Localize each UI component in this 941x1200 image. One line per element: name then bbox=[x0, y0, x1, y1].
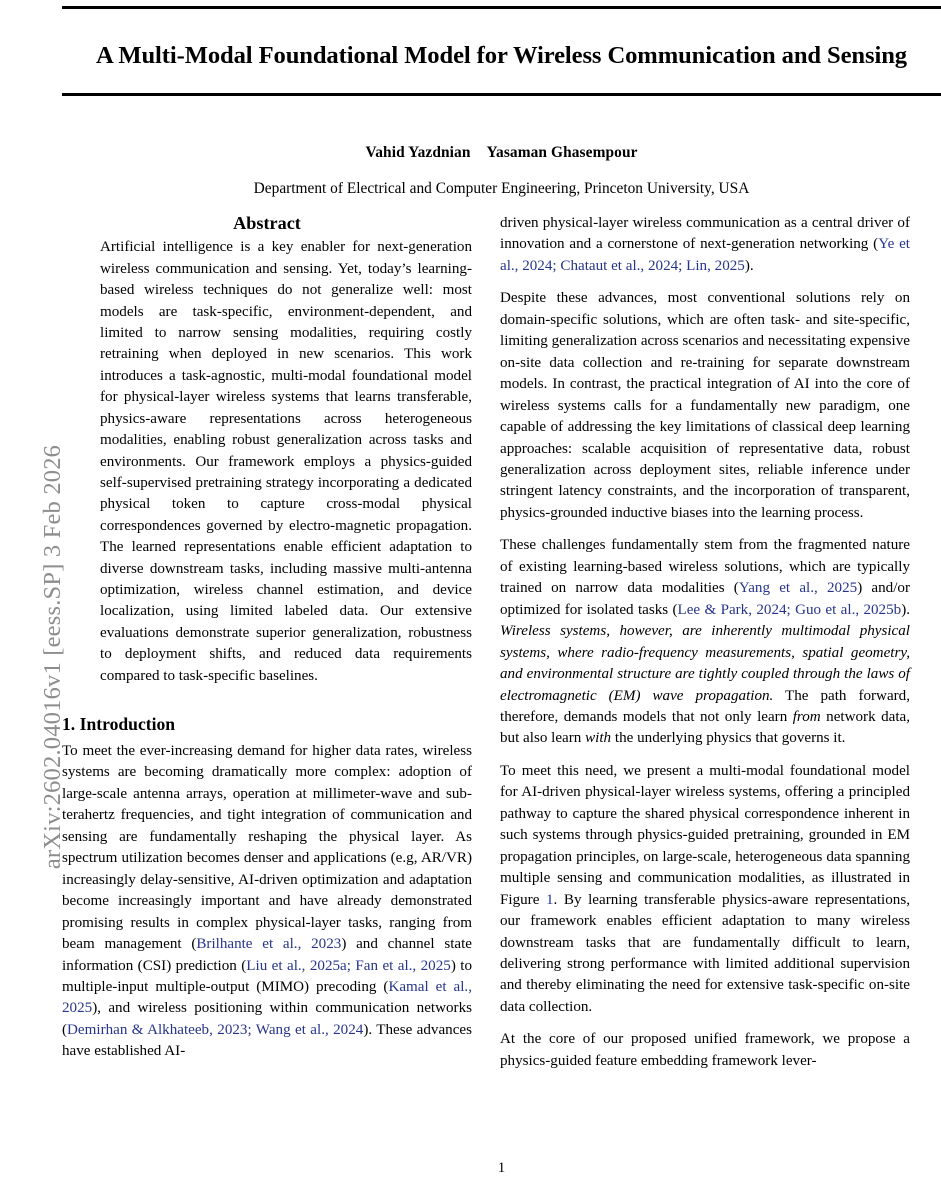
paper-page bbox=[62, 0, 941, 1200]
citation-link-chataut[interactable]: Chataut et al., 2024 bbox=[560, 257, 679, 274]
page-number: 1 bbox=[497, 1160, 506, 1176]
text-run: driven physical-layer wireless communication as a central driver of innovation and a cornerstone of next-generation networking ( bbox=[500, 215, 910, 253]
text-run: ). bbox=[901, 601, 911, 618]
text-run: ) to multiple-input multiple-output (MIMO) precoding ( bbox=[62, 957, 473, 995]
emphasized-claim: Wireless systems, however, are inherently multimodal physical systems, where radio-frequency measurements, spatial geometry, and environmental structure are tightly coupled through the laws of electromagnetic (EM) wave propagation. bbox=[500, 623, 910, 704]
citation-link-guo[interactable]: Guo et al., 2025b bbox=[795, 601, 902, 618]
paragraph-intro-1 bbox=[62, 741, 472, 1063]
citation-link-demirhan[interactable]: Demirhan & Alkhateeb, 2023 bbox=[67, 1021, 248, 1038]
citation-link-wang[interactable]: Wang et al., 2024 bbox=[255, 1021, 364, 1038]
citation-link-lee-park[interactable]: Lee & Park, 2024 bbox=[677, 601, 787, 618]
text-run: To meet this need, we present a multi-modal foundational model for AI-driven physical-layer wireless systems, offering a principled pathway to capture the shared physical correspondence inherent in such systems through physics-guided pretraining, grounded in EM propagation principles, on large-scale, heterogeneous data spanning multiple sensing and communication modalities, as illustrated in Figure bbox=[500, 762, 910, 908]
affiliation-line: Department of Electrical and Computer Engineering, Princeton University, USA bbox=[253, 180, 750, 198]
body-columns bbox=[62, 213, 941, 1072]
text-run: To meet the ever-increasing demand for higher data rates, wireless systems are becoming dramatically more complex: adoption of large-scale antenna arrays, operation at millimeter-wave and sub-terahertz frequencies, and tight integration of communication and sensing are fundamentally reshaping the physical layer. As spectrum utilization becomes denser and applications (e.g, AR/VR) increasingly delay-sensitive, AI-driven optimization and adaptation become increasingly important and have already demonstrated promising results in complex physical-layer tasks, ranging from beam management ( bbox=[62, 742, 472, 953]
citation-link-lin[interactable]: Lin, 2025 bbox=[686, 257, 745, 274]
citation-separator: ; bbox=[786, 601, 796, 618]
citation-separator: ; bbox=[678, 257, 687, 274]
citation-link-ye[interactable]: Ye et al., 2024 bbox=[500, 236, 910, 274]
text-run: The path forward, therefore, demands models that not only learn bbox=[500, 687, 910, 725]
paragraph-right-3 bbox=[500, 535, 910, 750]
text-run: ) and/or optimized for isolated tasks ( bbox=[500, 580, 910, 618]
citation-link-fan[interactable]: Fan et al., 2025 bbox=[355, 957, 451, 974]
left-column bbox=[62, 213, 472, 1072]
arxiv-identifier-stamp: arXiv:2602.04016v1 [eess.SP] 3 Feb 2026 bbox=[39, 444, 66, 870]
right-column bbox=[500, 213, 910, 1072]
paragraph-right-5: At the core of our proposed unified framework, we propose a physics-guided feature embedding framework lever- bbox=[500, 1031, 910, 1069]
paragraph-right-2: Despite these advances, most conventional solutions rely on domain-specific solutions, which are often task- and site-specific, limiting generalization across scenarios and necessitating expensive on-site data collection and re-training for separate downstream models. In contrast, the practical integration of AI into the core of wireless systems calls for a fundamentally new paradigm, one capable of addressing the key limitations of classical deep learning approaches: scalable acquisition of representative data, robust generalization across deployment sites, reliable inference under stringent latency constraints, and the incorporation of transparent, physics-grounded inductive biases into the learning process. bbox=[500, 290, 910, 521]
citation-separator: ; bbox=[552, 257, 561, 274]
author-name-2: Yasaman Ghasempour bbox=[486, 144, 638, 162]
text-run: ), and wireless positioning within communication networks ( bbox=[62, 1000, 472, 1038]
citation-separator: ; bbox=[247, 1021, 256, 1038]
author-list bbox=[62, 144, 941, 162]
text-run: . By learning transferable physics-aware representations, our framework enables efficient adaptation to many wireless downstream tasks that are fundamentally difficult to learn, delivering strong performance with limited additional supervision and thereby eliminating the need for extensive task-specific on-site data collection. bbox=[500, 891, 910, 1015]
citation-separator: ; bbox=[346, 957, 356, 974]
abstract-heading: Abstract bbox=[233, 213, 301, 233]
abstract-body: Artificial intelligence is a key enabler for next-generation wireless communication and sensing. Yet, today’s learning-based wireless techniques do not generalize well: most models are task-specific, environment-dependent, and limited to narrow sensing modalities, requiring costly retraining when deployed in new scenarios. This work introduces a task-agnostic, multi-modal foundational model for physical-layer wireless systems that learns transferable, physics-aware representations across heterogeneous modalities, enabling robust generalization across tasks and environments. Our framework employs a physics-guided self-supervised pretraining strategy incorporating a dedicated physical token to capture cross-modal physical correspondences governed by electro-magnetic propagation. The learned representations enable efficient adaptation to diverse downstream tasks, including massive multi-antenna optimization, wireless channel estimation, and device localization, using limited labeled data. Our extensive evaluations demonstrate superior generalization, robustness to deployment shifts, and reduced data requirements compared to task-specific baselines. bbox=[100, 239, 472, 684]
paragraph-right-1 bbox=[500, 213, 910, 277]
citation-link-kamal[interactable]: Kamal et al., 2025 bbox=[62, 978, 472, 1017]
figure-reference-link[interactable]: 1 bbox=[546, 891, 554, 908]
text-run: the underlying physics that governs it. bbox=[611, 730, 846, 747]
section-heading-introduction: 1. Introduction bbox=[62, 713, 176, 734]
text-run: ). bbox=[744, 257, 754, 274]
citation-link-brilhante[interactable]: Brilhante et al., 2023 bbox=[196, 936, 342, 953]
text-run: network data, but also learn bbox=[500, 708, 911, 747]
text-run: ) and channel state information (CSI) prediction ( bbox=[62, 936, 472, 974]
page-title: A Multi-Modal Foundational Model for Wireless Communication and Sensing bbox=[96, 42, 907, 70]
citation-link-liu[interactable]: Liu et al., 2025a bbox=[246, 957, 347, 974]
paragraph-right-4 bbox=[500, 761, 910, 1018]
emphasis-with: with bbox=[585, 730, 612, 747]
author-name-1: Vahid Yazdnian bbox=[365, 144, 471, 162]
title-rule-top bbox=[62, 6, 941, 9]
text-run: These challenges fundamentally stem from the fragmented nature of existing learning-based wireless solutions, which are typically trained on narrow data modalities ( bbox=[500, 537, 910, 597]
title-rule-bottom bbox=[62, 93, 941, 96]
emphasis-from: from bbox=[792, 708, 821, 725]
text-run: ). These advances have established AI- bbox=[62, 1021, 472, 1060]
citation-link-yang[interactable]: Yang et al., 2025 bbox=[738, 580, 858, 597]
